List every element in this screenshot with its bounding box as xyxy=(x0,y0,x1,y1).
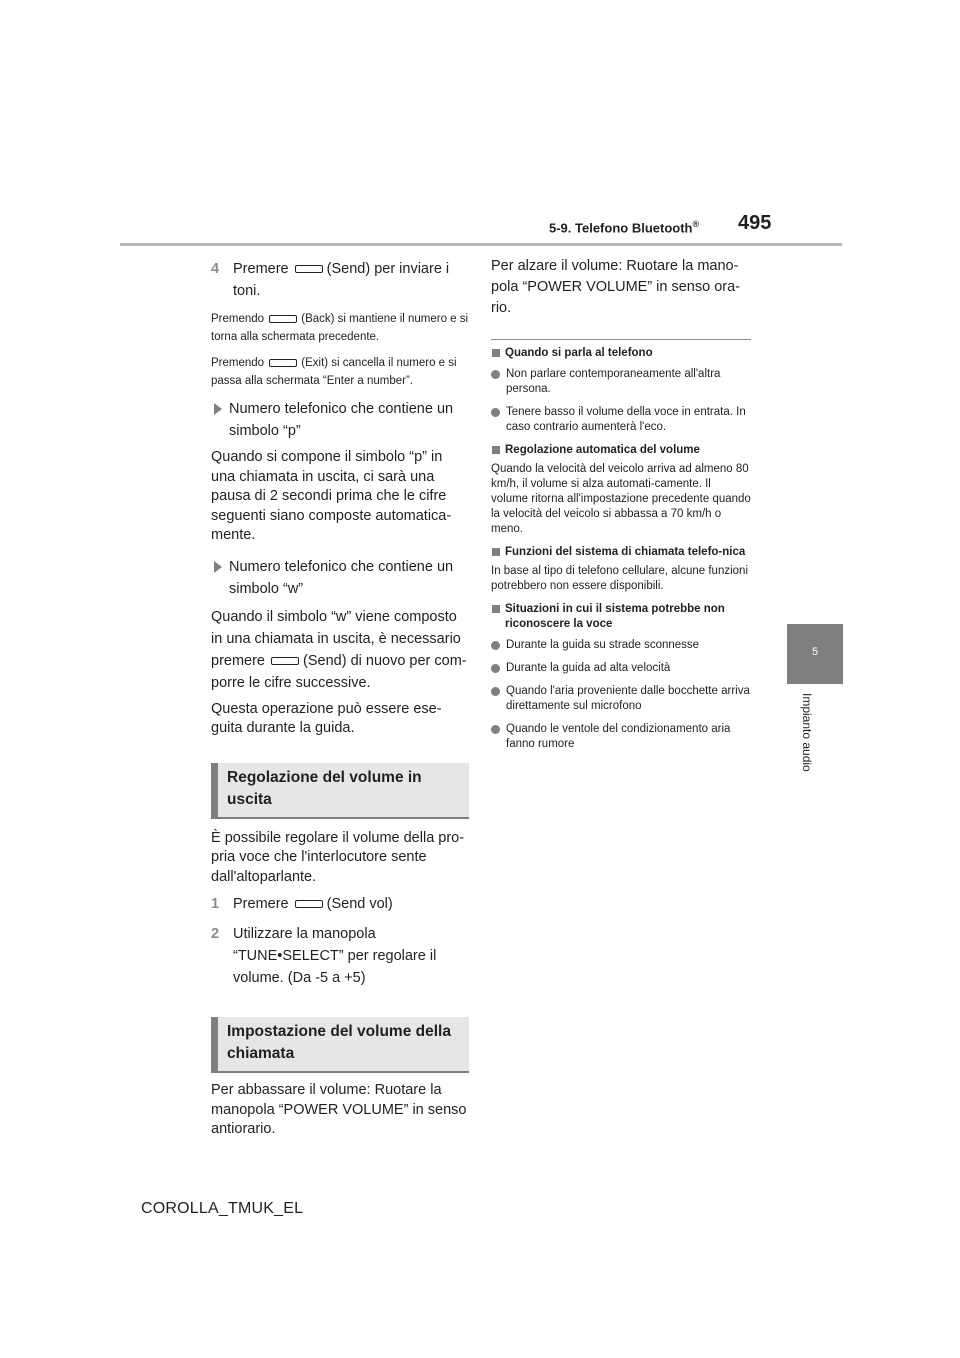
item-p-symbol xyxy=(211,398,469,442)
chapter-label: Impianto audio xyxy=(800,693,814,772)
bullet-text: Durante la guida ad alta velocità xyxy=(506,662,671,674)
bullet-item xyxy=(491,638,751,653)
circle-bullet-icon xyxy=(491,641,500,650)
step-number: 1 xyxy=(211,896,220,912)
note-suffix: (Back) si mantiene il numero e si torna alla schermata precedente. xyxy=(211,313,469,343)
para-raise-volume: Per alzare il volume: Ruotare la mano-pola “POWER VOLUME” in senso ora-rio. xyxy=(491,258,740,316)
para-prefix: Quando il simbolo “w” viene composto in una chiamata in uscita, è necessario premere xyxy=(211,608,461,669)
square-bullet-icon xyxy=(492,605,500,613)
step-text-prefix: Premere xyxy=(233,896,289,912)
bullet-text: Durante la guida su strade sconnesse xyxy=(506,639,700,651)
header-rule xyxy=(120,243,842,246)
bullet-text: Tenere basso il volume della voce in entrata. In caso contrario aumenterà l'eco. xyxy=(506,406,746,433)
back-button-icon xyxy=(269,315,297,323)
para-call-volume: Per abbassare il volume: Ruotare la manopola “POWER VOLUME” in senso antiorario. xyxy=(211,1082,467,1137)
note-back xyxy=(211,310,469,346)
triangle-bullet-icon xyxy=(214,561,222,573)
heading-call-functions xyxy=(491,545,751,560)
note-exit xyxy=(211,354,469,390)
note-prefix: Premendo xyxy=(211,313,265,325)
item-text: Numero telefonico che contiene un simbolo “p” xyxy=(229,401,454,439)
send-button-icon xyxy=(295,265,323,273)
step-text-suffix: (Send) per inviare i toni. xyxy=(233,261,450,299)
square-bullet-icon xyxy=(492,349,500,357)
step-text: Utilizzare la manopola “TUNE•SELECT” per regolare il volume. (Da -5 a +5) xyxy=(233,926,437,986)
note-prefix: Premendo xyxy=(211,357,265,369)
item-text: Numero telefonico che contiene un simbolo “w” xyxy=(229,558,454,597)
heading-talking xyxy=(491,346,751,361)
bullet-item xyxy=(491,661,751,676)
bullet-item xyxy=(491,722,751,752)
registered-mark: ® xyxy=(692,219,700,229)
square-bullet-icon xyxy=(492,446,500,454)
step-1 xyxy=(211,893,469,915)
left-column xyxy=(211,258,469,1146)
heading-auto-volume xyxy=(491,443,751,458)
para-volume-out: È possibile regolare il volume della pro-pria voce che l'interlocutore sente dall'altoparlante. xyxy=(211,829,465,885)
circle-bullet-icon xyxy=(491,725,500,734)
heading-call-volume: Impostazione del volume della chiamata xyxy=(211,1017,469,1073)
heading-text: Situazioni in cui il sistema potrebbe non riconoscere la voce xyxy=(505,603,725,630)
para-call-functions: In base al tipo di telefono cellulare, alcune funzioni potrebbero non essere disponibili. xyxy=(491,565,749,592)
para-w-note: Questa operazione può essere ese-guita durante la guida. xyxy=(211,700,442,736)
item-w-symbol xyxy=(211,556,469,600)
heading-text: Funzioni del sistema di chiamata telefo-nica xyxy=(505,546,746,558)
send-vol-button-icon xyxy=(295,900,323,908)
para-p-symbol: Quando si compone il simbolo “p” in una chiamata in uscita, ci sarà una pausa di 2 secondi prima che le cifre seguenti siano composte automatica-mente. xyxy=(211,449,452,543)
step-text-suffix: (Send vol) xyxy=(326,896,393,912)
send-button-icon xyxy=(271,657,299,665)
para-auto-volume: Quando la velocità del veicolo arriva ad almeno 80 km/h, il volume si alza automati-camente. Il volume ritorna all'impostazione precedente quando la velocità del veicolo si abbassa a 70 km/h o meno. xyxy=(491,463,751,535)
heading-text: Quando si parla al telefono xyxy=(505,347,653,359)
circle-bullet-icon xyxy=(491,370,500,379)
circle-bullet-icon xyxy=(491,408,500,417)
document-code: COROLLA_TMUK_EL xyxy=(141,1200,304,1217)
section-rule xyxy=(491,339,751,340)
circle-bullet-icon xyxy=(491,664,500,673)
chapter-number: 5 xyxy=(811,646,819,658)
bullet-text: Non parlare contemporaneamente all'altra persona. xyxy=(506,368,721,395)
para-suffix: (Send) di nuovo per com-porre le cifre successive. xyxy=(211,652,467,691)
step-text-prefix: Premere xyxy=(233,261,289,277)
bullet-text: Quando le ventole del condizionamento aria fanno rumore xyxy=(506,723,731,750)
heading-text: Regolazione automatica del volume xyxy=(505,444,700,456)
exit-button-icon xyxy=(269,359,297,367)
step-2 xyxy=(211,923,469,989)
step-4 xyxy=(211,258,469,302)
bullet-item xyxy=(491,684,751,714)
heading-volume-out: Regolazione del volume in uscita xyxy=(211,763,469,819)
note-suffix: (Exit) si cancella il numero e si passa alla schermata “Enter a number”. xyxy=(211,357,457,387)
step-number: 2 xyxy=(211,926,220,942)
para-w-symbol xyxy=(211,606,469,694)
bullet-text: Quando l'aria proveniente dalle bocchette arriva direttamente sul microfono xyxy=(506,685,750,712)
right-column xyxy=(491,256,751,760)
section-title: 5-9. Telefono Bluetooth® xyxy=(549,219,700,236)
heading-voice-recognition xyxy=(491,602,751,632)
square-bullet-icon xyxy=(492,548,500,556)
circle-bullet-icon xyxy=(491,687,500,696)
step-number: 4 xyxy=(211,261,220,277)
page-number: 495 xyxy=(738,212,772,234)
triangle-bullet-icon xyxy=(214,403,222,415)
bullet-item xyxy=(491,405,751,435)
bullet-item xyxy=(491,367,751,397)
